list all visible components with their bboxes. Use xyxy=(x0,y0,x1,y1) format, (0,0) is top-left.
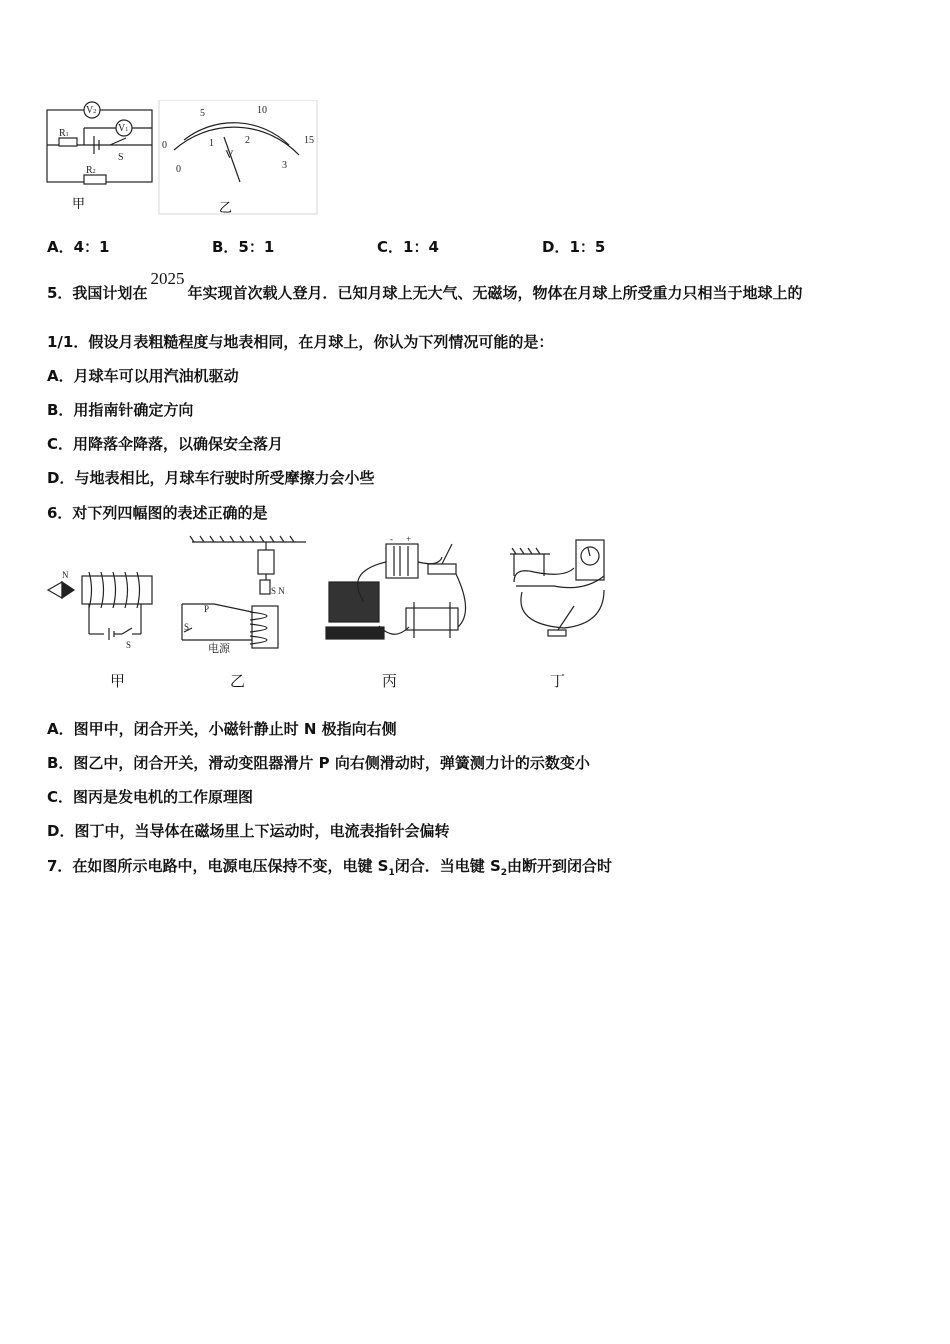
q7-part1: 7．在如图所示电路中，电源电压保持不变，电键 S xyxy=(47,857,389,875)
meter-bottom-2: 2 xyxy=(245,135,250,146)
circuit-and-meter-figure xyxy=(44,100,320,218)
q6-caption-jia: 甲 xyxy=(110,672,126,690)
meter-bottom-1: 1 xyxy=(209,138,214,149)
q5-stem xyxy=(47,269,803,303)
q5-option-d[interactable]: D．与地表相比，月球车行驶时所受摩擦力会小些 xyxy=(47,469,375,487)
r2-label: R2 xyxy=(86,165,96,176)
meter-bottom-3: 3 xyxy=(282,160,287,171)
q5-option-b[interactable]: B．用指南针确定方向 xyxy=(47,401,194,419)
meter-caption: 乙 xyxy=(219,200,233,215)
fig-yi-p-label: P xyxy=(204,604,210,614)
meter-top-15: 15 xyxy=(304,135,314,146)
q6-option-c[interactable]: C．图丙是发电机的工作原理图 xyxy=(47,788,254,806)
q5-suffix: 年实现首次载人登月．已知月球上无大气、无磁场，物体在月球上所受重力只相当于地球上的 xyxy=(187,284,803,302)
q6-caption-bing: 丙 xyxy=(382,672,398,690)
q7-stem xyxy=(47,856,612,883)
q6-stem: 6．对下列四幅图的表述正确的是 xyxy=(47,504,268,522)
q4-option-a[interactable]: A．4：1 xyxy=(47,238,110,256)
q7-sub1: 1 xyxy=(388,868,395,878)
fig-jia-s-label: S xyxy=(126,640,132,650)
switch-label: S xyxy=(118,152,124,163)
v2-label: V2 xyxy=(86,105,97,116)
fig-yi-sn-label: S N xyxy=(271,586,285,596)
r1-label: R1 xyxy=(59,128,69,139)
meter-unit: V xyxy=(225,147,234,161)
q5-stem-continued: 1/1．假设月表粗糙程度与地表相同，在月球上，你认为下列情况可能的是： xyxy=(47,333,554,351)
q7-sub2: 2 xyxy=(500,868,508,878)
q5-option-a[interactable]: A．月球车可以用汽油机驱动 xyxy=(47,367,239,385)
meter-bottom-0: 0 xyxy=(176,164,181,175)
q4-option-c[interactable]: C．1：4 xyxy=(377,238,439,256)
fig-yi-s-label: S xyxy=(184,622,190,632)
q6-caption-ding: 丁 xyxy=(550,672,566,690)
q5-option-c[interactable]: C．用降落伞降落，以确保安全落月 xyxy=(47,435,284,453)
fig-bing-plus-label: + xyxy=(406,534,412,544)
meter-top-10: 10 xyxy=(257,105,267,116)
fig-bing-minus-label: - xyxy=(390,534,393,544)
q5-year: 2025 xyxy=(150,269,185,288)
q6-option-a[interactable]: A．图甲中，闭合开关，小磁针静止时 N 极指向右侧 xyxy=(47,720,397,738)
meter-top-zero: 0 xyxy=(162,140,167,151)
q4-option-b[interactable]: B．5：1 xyxy=(212,238,275,256)
meter-top-5: 5 xyxy=(200,108,205,119)
q4-option-d[interactable]: D．1：5 xyxy=(542,238,606,256)
q6-four-figures xyxy=(44,532,644,662)
fig-yi-power-label: 电源 xyxy=(208,643,230,655)
fig-jia-n-label: N xyxy=(62,570,69,580)
v1-label: V1 xyxy=(118,123,129,134)
q5-prefix: 5．我国计划在 xyxy=(47,284,148,302)
circuit-caption: 甲 xyxy=(72,196,86,211)
q7-part3: 由断开到闭合时 xyxy=(507,857,613,875)
q6-caption-yi: 乙 xyxy=(230,672,246,690)
q7-part2: 闭合．当电键 S xyxy=(394,857,501,875)
q6-option-d[interactable]: D．图丁中，当导体在磁场里上下运动时，电流表指针会偏转 xyxy=(47,822,450,840)
q6-option-b[interactable]: B．图乙中，闭合开关，滑动变阻器滑片 P 向右侧滑动时，弹簧测力计的示数变小 xyxy=(47,754,590,772)
